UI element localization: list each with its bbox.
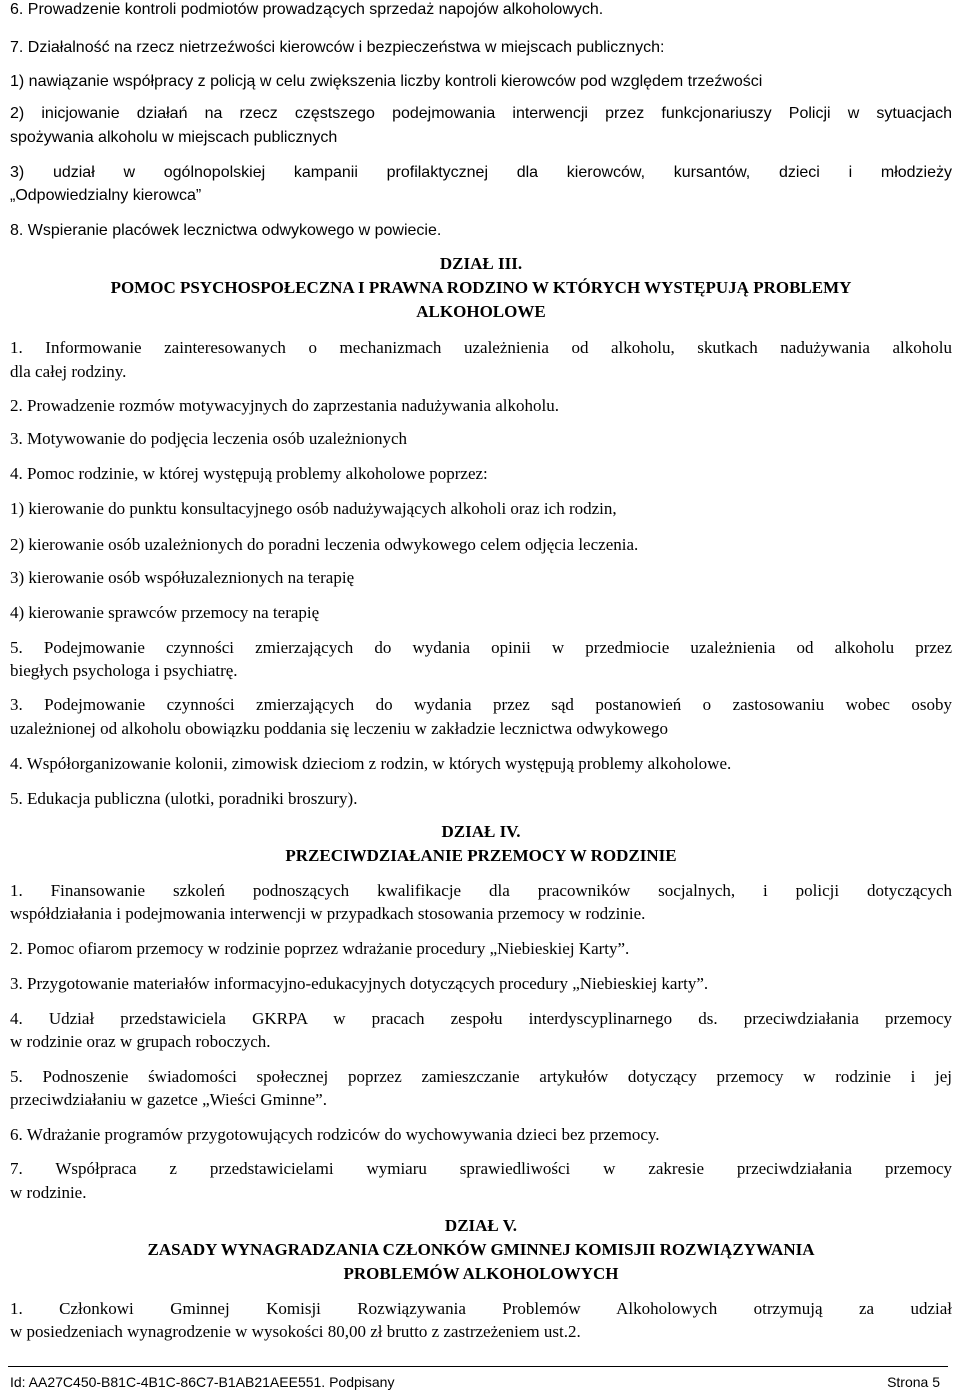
section-4-p4-line-1: 4. Udział przedstawiciela GKRPA w pracach zespołu interdyscyplinarnego ds. przeciwdziałania przemocy: [10, 1009, 952, 1028]
section-4-title: PRZECIWDZIAŁANIE PRZEMOCY W RODZINIE: [285, 846, 677, 865]
section-3-p4b: 4. Współorganizowanie kolonii, zimowisk dzieciom z rodzin, w których występują problemy alkoholowe.: [10, 754, 732, 773]
section-4-p5-line-1: 5. Podnoszenie świadomości społecznej poprzez zamieszczanie artykułów dotyczący przemocy w rodzinie i jej: [10, 1067, 952, 1086]
section-3-title-line-2: ALKOHOLOWE: [416, 302, 546, 321]
section-3-p3b-line-2: uzależnionej od alkoholu obowiązku poddania się leczeniu w zakładzie lecznictwa odwykowego: [10, 719, 669, 738]
section-3-p5-line-1: 5. Podejmowanie czynności zmierzających do wydania opinii w przedmiocie uzależnienia od alkoholu przez: [10, 638, 952, 657]
section-3-p3: 3. Motywowanie do podjęcia leczenia osób uzależnionych: [10, 429, 408, 448]
item-7-2-line-1: 2) inicjowanie działań na rzecz częstszego podejmowania interwencji przez funkcjonariuszy Policji w sytuacjach: [10, 105, 952, 122]
section-4-p3: 3. Przygotowanie materiałów informacyjno-edukacyjnych dotyczących procedury „Niebieskiej karty”.: [10, 974, 709, 993]
footer-document-id: Id: AA27C450-B81C-4B1C-86C7-B1AB21AEE551. Podpisany: [10, 1374, 395, 1390]
section-4-p6: 6. Wdrażanie programów przygotowujących rodziców do wychowywania dzieci bez przemocy.: [10, 1125, 660, 1144]
item-7-1: 1) nawiązanie współpracy z policją w celu zwiększenia liczby kontroli kierowców pod względem trzeźwości: [10, 73, 763, 90]
section-3-p1-line-1: 1. Informowanie zainteresowanych o mechanizmach uzależnienia od alkoholu, skutkach nadużywania alkoholu: [10, 338, 952, 357]
section-3-p1-line-2: dla całej rodziny.: [10, 362, 127, 381]
section-3-p5b: 5. Edukacja publiczna (ulotki, poradniki broszury).: [10, 789, 358, 808]
section-5-title-line-2: PROBLEMÓW ALKOHOLOWYCH: [343, 1264, 619, 1283]
section-4-p1-line-1: 1. Finansowanie szkoleń podnoszących kwalifikacje dla pracowników socjalnych, i policji dotyczących: [10, 881, 952, 900]
section-4-heading: DZIAŁ IV.: [441, 822, 521, 841]
section-4-p1-line-2: współdziałania i podejmowania interwencji w przypadkach stosowania przemocy w rodzinie.: [10, 904, 646, 923]
item-7-2-line-2: spożywania alkoholu w miejscach publicznych: [10, 129, 338, 146]
section-5-p1-line-2: w posiedzeniach wynagrodzenie w wysokości 80,00 zł brutto z zastrzeżeniem ust.2.: [10, 1322, 581, 1341]
section-4-p2: 2. Pomoc ofiarom przemocy w rodzinie poprzez wdrażanie procedury „Niebieskiej Karty”.: [10, 939, 630, 958]
item-6: 6. Prowadzenie kontroli podmiotów prowadzących sprzedaż napojów alkoholowych.: [10, 1, 604, 18]
footer-page-number: Strona 5: [887, 1374, 940, 1390]
section-3-p3b-line-1: 3. Podejmowanie czynności zmierzających do wydania przez sąd postanowień o zastosowaniu wobec osoby: [10, 695, 952, 714]
section-3-p4: 4. Pomoc rodzinie, w której występują problemy alkoholowe poprzez:: [10, 464, 488, 483]
section-3-p4-3: 3) kierowanie osób współuzaleznionych na terapię: [10, 568, 355, 587]
item-7-3-line-2: „Odpowiedzialny kierowca”: [10, 187, 202, 204]
item-7: 7. Działalność na rzecz nietrzeźwości kierowców i bezpieczeństwa w miejscach publicznych:: [10, 39, 665, 56]
section-3-p4-4: 4) kierowanie sprawców przemocy na terapię: [10, 603, 320, 622]
section-4-p7-line-1: 7. Współpraca z przedstawicielami wymiaru sprawiedliwości w zakresie przeciwdziałania przemocy: [10, 1159, 952, 1178]
section-4-p4-line-2: w rodzinie oraz w grupach roboczych.: [10, 1032, 271, 1051]
item-8: 8. Wspieranie placówek lecznictwa odwykowego w powiecie.: [10, 222, 442, 239]
section-3-p4-1: 1) kierowanie do punktu konsultacyjnego osób nadużywających alkoholi oraz ich rodzin,: [10, 499, 617, 518]
section-3-p2: 2. Prowadzenie rozmów motywacyjnych do zaprzestania nadużywania alkoholu.: [10, 396, 560, 415]
section-4-p5-line-2: przeciwdziałaniu w gazetce „Wieści Gminne”.: [10, 1090, 327, 1109]
section-5-heading: DZIAŁ V.: [444, 1216, 518, 1235]
section-3-heading: DZIAŁ III.: [439, 254, 523, 273]
section-3-p5-line-2: biegłych psychologa i psychiatrę.: [10, 661, 238, 680]
section-3-title-line-1: POMOC PSYCHOSPOŁECZNA I PRAWNA RODZINO W KTÓRYCH WYSTĘPUJĄ PROBLEMY: [110, 278, 852, 297]
section-4-p7-line-2: w rodzinie.: [10, 1183, 87, 1202]
section-5-p1-line-1: 1. Członkowi Gminnej Komisji Rozwiązywania Problemów Alkoholowych otrzymują za udział: [10, 1299, 952, 1318]
section-3-p4-2: 2) kierowanie osób uzależnionych do poradni leczenia odwykowego celem odjęcia leczenia.: [10, 535, 639, 554]
section-5-title-line-1: ZASADY WYNAGRADZANIA CZŁONKÓW GMINNEJ KOMISJII ROZWIĄZYWANIA: [147, 1240, 815, 1259]
footer-divider: [8, 1366, 948, 1367]
item-7-3-line-1: 3) udział w ogólnopolskiej kampanii profilaktycznej dla kierowców, kursantów, dzieci i młodzieży: [10, 164, 952, 181]
